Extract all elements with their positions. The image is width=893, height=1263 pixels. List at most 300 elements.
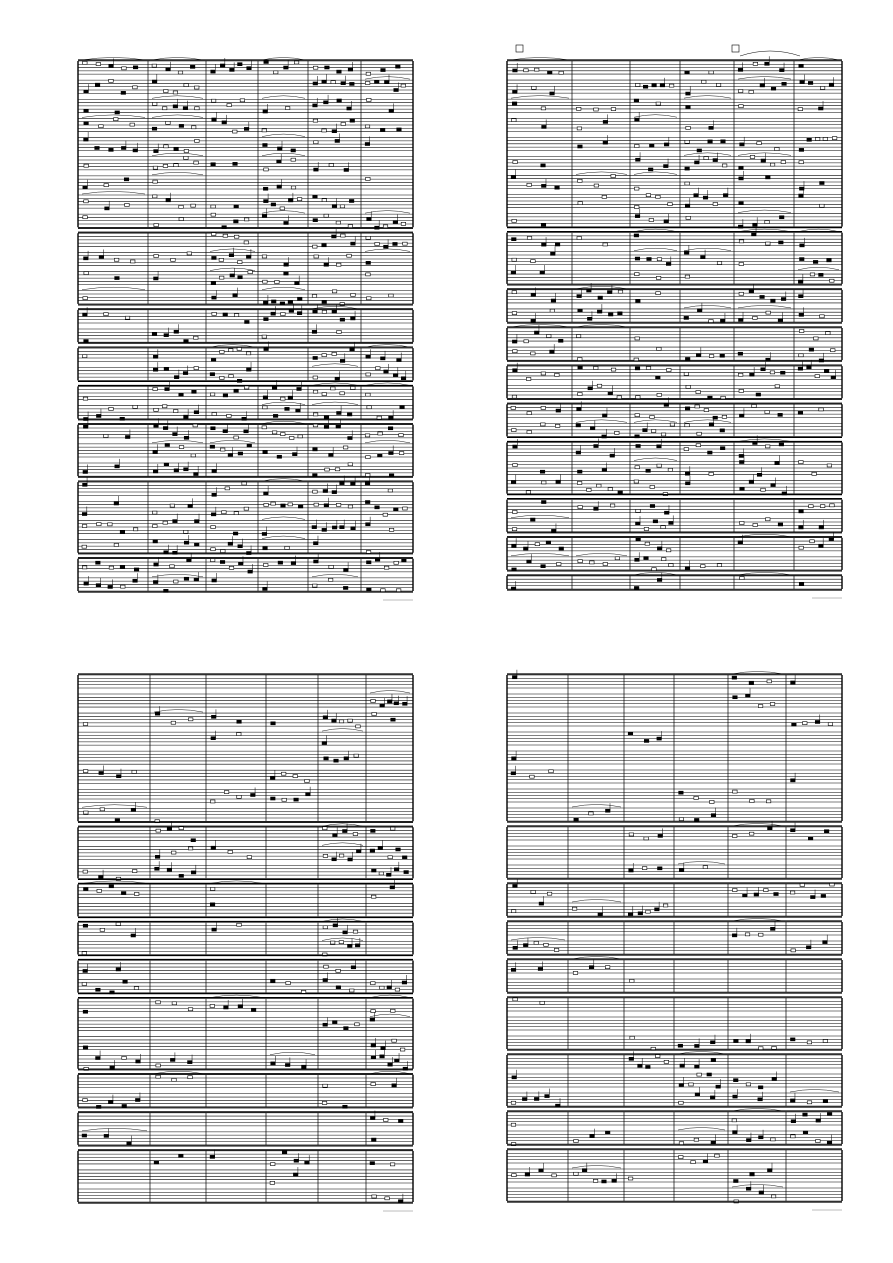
note-head — [170, 565, 175, 568]
note-head — [511, 271, 516, 274]
note-head — [629, 869, 634, 872]
note-head — [684, 448, 689, 451]
note-head — [100, 808, 105, 811]
note-head — [84, 340, 89, 343]
note-head — [663, 904, 668, 907]
staff — [78, 821, 413, 841]
note-head — [130, 260, 135, 263]
staff — [507, 417, 842, 438]
note-head — [190, 65, 195, 68]
note-head — [685, 182, 690, 185]
note-head — [819, 408, 824, 411]
staff — [78, 1092, 413, 1108]
note-head — [109, 566, 114, 569]
note-head — [174, 580, 179, 583]
note-head — [244, 127, 249, 130]
note-head — [704, 409, 709, 412]
note-head — [685, 140, 690, 143]
note-head — [281, 397, 286, 400]
note-head — [298, 435, 303, 438]
note-head — [830, 504, 835, 507]
note-head — [355, 944, 360, 947]
note-head — [711, 814, 716, 817]
note-head — [555, 424, 560, 427]
note-head — [556, 480, 561, 483]
note-head — [635, 118, 640, 121]
note-head — [154, 224, 159, 227]
note-head — [760, 295, 765, 298]
note-head — [83, 425, 88, 428]
note-head — [305, 1161, 310, 1164]
note-head — [512, 291, 517, 294]
note-head — [512, 1174, 516, 1177]
note-head — [513, 369, 518, 372]
note-head — [152, 195, 157, 198]
note-head — [813, 260, 818, 263]
note-head — [116, 968, 121, 971]
note-head — [634, 187, 639, 190]
note-head — [657, 464, 662, 467]
note-head — [125, 316, 130, 319]
note-head — [593, 1179, 598, 1182]
note-head — [828, 723, 833, 726]
note-head — [344, 168, 349, 171]
note-head — [343, 830, 348, 833]
note-head — [314, 503, 319, 506]
note-head — [194, 578, 199, 581]
note-head — [193, 424, 198, 427]
note-head — [709, 126, 714, 129]
note-head — [578, 358, 583, 361]
note-head — [668, 468, 673, 471]
note-head — [332, 526, 337, 529]
note-head — [396, 589, 401, 592]
note-head — [297, 198, 302, 201]
staff — [507, 170, 842, 191]
note-head — [228, 850, 233, 853]
note-head — [366, 456, 371, 459]
note-head — [210, 393, 215, 396]
note-head — [108, 523, 113, 526]
system-group — [78, 921, 413, 955]
note-head — [313, 310, 318, 313]
note-head — [512, 544, 516, 547]
note-head — [679, 791, 684, 794]
note-head — [222, 511, 227, 514]
note-head — [229, 375, 234, 378]
staff — [507, 751, 842, 764]
note-head — [635, 558, 640, 561]
note-head — [608, 392, 613, 395]
note-head — [178, 71, 183, 74]
note-head — [542, 243, 547, 246]
note-head — [578, 393, 583, 396]
staff — [78, 880, 413, 898]
note-head — [551, 299, 556, 302]
note-head — [220, 64, 225, 67]
note-head — [605, 1131, 610, 1134]
note-head — [298, 505, 303, 508]
note-head — [109, 79, 114, 82]
note-head — [163, 427, 168, 430]
note-head — [391, 1009, 396, 1012]
note-head — [559, 71, 564, 74]
staff — [78, 95, 413, 114]
note-head — [656, 276, 661, 279]
note-head — [322, 300, 327, 303]
note-head — [133, 66, 138, 69]
note-head — [657, 445, 662, 448]
note-head — [684, 251, 689, 254]
note-head — [749, 832, 754, 835]
note-head — [709, 320, 714, 323]
note-head — [173, 91, 178, 94]
note-head — [210, 800, 215, 803]
note-head — [332, 205, 337, 208]
note-head — [313, 376, 318, 379]
note-head — [642, 867, 647, 870]
note-head — [114, 118, 119, 121]
note-head — [666, 262, 671, 265]
note-head — [664, 220, 669, 223]
note-head — [83, 969, 88, 972]
note-head — [313, 448, 318, 451]
note-head — [301, 990, 306, 993]
note-head — [238, 276, 243, 279]
staff — [78, 514, 413, 536]
note-head — [513, 885, 518, 888]
note-head — [657, 737, 662, 740]
note-head — [606, 809, 611, 812]
note-head — [697, 309, 702, 312]
note-head — [288, 199, 293, 202]
note-head — [238, 1005, 243, 1008]
note-head — [220, 448, 225, 451]
note-head — [646, 367, 651, 370]
note-head — [387, 986, 392, 989]
note-head — [221, 550, 226, 553]
note-head — [389, 109, 394, 112]
note-head — [131, 934, 136, 937]
note-head — [351, 293, 356, 296]
note-head — [370, 849, 375, 852]
note-head — [636, 522, 641, 525]
note-head — [332, 290, 337, 293]
note-head — [262, 426, 267, 429]
note-head — [323, 489, 328, 492]
staff — [78, 691, 413, 708]
note-head — [291, 149, 296, 152]
note-head — [351, 242, 356, 245]
note-head — [708, 451, 713, 454]
note-head — [313, 195, 318, 198]
note-head — [351, 386, 356, 389]
note-head — [333, 924, 338, 927]
note-head — [82, 513, 87, 516]
note-head — [234, 436, 239, 439]
note-head — [329, 163, 334, 166]
note-head — [541, 184, 546, 187]
note-head — [527, 560, 532, 563]
note-head — [322, 244, 327, 247]
note-head — [711, 1059, 716, 1062]
note-head — [238, 562, 243, 565]
note-head — [191, 839, 196, 842]
note-head — [210, 1155, 215, 1158]
system-group — [507, 365, 842, 399]
note-head — [211, 163, 216, 166]
note-head — [694, 194, 699, 197]
note-head — [534, 68, 539, 71]
note-head — [295, 282, 300, 285]
note-head — [781, 371, 786, 374]
note-head — [171, 721, 176, 724]
note-head — [264, 348, 269, 351]
note-head — [511, 176, 516, 179]
note-head — [746, 1139, 751, 1142]
note-head — [336, 221, 341, 224]
note-head — [211, 427, 216, 430]
note-head — [237, 923, 242, 926]
note-head — [211, 548, 216, 551]
note-head — [220, 560, 225, 563]
note-head — [657, 393, 662, 396]
note-head — [194, 473, 199, 476]
note-head — [603, 243, 608, 246]
note-head — [210, 559, 215, 562]
note-head — [815, 375, 820, 378]
system-group — [78, 309, 413, 343]
note-head — [661, 558, 666, 561]
note-head — [264, 503, 269, 506]
note-head — [224, 791, 229, 794]
note-head — [367, 406, 372, 409]
note-head — [350, 348, 355, 351]
note-head — [386, 873, 391, 876]
note-head — [661, 433, 666, 436]
note-head — [164, 145, 169, 148]
note-head — [824, 369, 829, 372]
note-head — [819, 544, 824, 547]
note-head — [263, 547, 268, 550]
note-head — [651, 429, 656, 432]
note-head — [372, 1195, 377, 1198]
note-head — [312, 330, 317, 333]
note-head — [365, 482, 370, 485]
note-head — [710, 800, 715, 803]
note-head — [733, 1079, 738, 1082]
staff — [507, 935, 842, 954]
note-head — [194, 543, 199, 546]
note-head — [195, 107, 200, 110]
note-head — [228, 542, 233, 545]
note-head — [84, 582, 89, 585]
note-head — [618, 312, 623, 315]
note-head — [211, 715, 216, 718]
note-head — [643, 429, 648, 432]
staff — [78, 1128, 413, 1145]
note-head — [329, 565, 334, 568]
note-head — [211, 513, 216, 516]
note-head — [164, 334, 169, 337]
staff — [507, 283, 842, 303]
note-head — [577, 295, 582, 298]
note-head — [153, 470, 158, 473]
note-head — [104, 313, 109, 316]
note-head — [511, 1101, 516, 1104]
note-head — [365, 434, 370, 437]
note-head — [545, 1095, 550, 1098]
note-head — [179, 874, 184, 877]
note-head — [210, 373, 215, 376]
note-head — [238, 545, 243, 548]
note-head — [174, 376, 179, 379]
note-head — [402, 981, 407, 984]
note-head — [192, 390, 197, 393]
note-head — [577, 470, 582, 473]
note-head — [191, 204, 196, 207]
system-group — [507, 499, 842, 533]
note-head — [587, 289, 592, 292]
note-head — [765, 221, 770, 224]
note-head — [656, 292, 661, 295]
staff — [78, 380, 413, 400]
note-head — [526, 377, 531, 380]
note-head — [343, 931, 348, 934]
note-head — [539, 902, 544, 905]
staff — [507, 455, 842, 477]
note-head — [210, 445, 215, 448]
note-head — [524, 340, 529, 343]
note-head — [749, 480, 754, 483]
note-head — [752, 233, 757, 236]
note-head — [743, 894, 748, 897]
note-head — [127, 1142, 132, 1145]
note-head — [83, 870, 88, 873]
note-head — [826, 332, 831, 335]
note-head — [513, 998, 518, 1001]
note-head — [322, 199, 327, 202]
note-head — [155, 867, 160, 870]
note-head — [512, 340, 517, 343]
note-head — [220, 350, 225, 353]
note-head — [798, 411, 803, 414]
note-head — [340, 205, 345, 208]
note-head — [372, 712, 377, 715]
note-head — [367, 588, 372, 591]
note-head — [153, 355, 158, 358]
note-head — [332, 858, 337, 861]
note-head — [812, 472, 817, 475]
note-head — [655, 908, 660, 911]
note-head — [271, 502, 276, 505]
note-head — [313, 104, 318, 107]
note-head — [219, 258, 224, 261]
note-head — [634, 99, 639, 102]
note-head — [171, 258, 176, 261]
note-head — [710, 1041, 715, 1044]
staff — [78, 765, 413, 783]
note-head — [597, 384, 602, 387]
note-head — [136, 1060, 141, 1063]
note-head — [97, 523, 102, 526]
note-head — [211, 99, 216, 102]
note-head — [348, 505, 353, 508]
note-head — [183, 372, 188, 375]
staff — [507, 245, 842, 265]
note-head — [810, 273, 815, 276]
note-head — [760, 84, 765, 87]
note-head — [404, 871, 409, 874]
note-head — [704, 157, 709, 160]
note-head — [636, 445, 641, 448]
note-head — [154, 150, 159, 153]
note-head — [172, 1002, 177, 1005]
note-head — [512, 119, 517, 122]
staff — [507, 670, 842, 688]
note-head — [184, 436, 189, 439]
note-head — [271, 203, 276, 206]
note-head — [134, 987, 139, 990]
note-head — [666, 549, 671, 552]
note-head — [312, 294, 317, 297]
note-head — [551, 529, 556, 532]
note-head — [348, 68, 353, 71]
note-head — [556, 563, 561, 566]
system-group — [507, 1111, 842, 1145]
staff — [78, 1149, 413, 1166]
note-head — [280, 207, 285, 210]
note-head — [685, 407, 690, 410]
note-head — [618, 491, 623, 494]
note-head — [396, 65, 401, 68]
note-head — [527, 412, 532, 415]
note-head — [664, 165, 669, 168]
note-head — [282, 1151, 287, 1154]
note-head — [313, 542, 318, 545]
note-head — [398, 1119, 403, 1122]
note-head — [194, 367, 199, 370]
note-head — [615, 431, 620, 434]
note-head — [114, 543, 119, 546]
note-head — [551, 252, 556, 255]
note-head — [293, 1173, 298, 1176]
system-group — [507, 883, 842, 917]
note-head — [262, 129, 267, 132]
note-head — [643, 85, 648, 88]
note-head — [400, 406, 405, 409]
note-head — [174, 147, 179, 150]
note-head — [541, 406, 546, 409]
note-head — [339, 720, 344, 723]
note-head — [733, 790, 738, 793]
note-head — [791, 949, 796, 952]
note-head — [550, 350, 555, 353]
note-head — [684, 316, 689, 319]
note-head — [531, 260, 536, 263]
note-head — [685, 71, 690, 74]
note-head — [234, 220, 239, 223]
note-head — [685, 275, 690, 278]
note-head — [827, 1141, 832, 1144]
note-head — [701, 565, 706, 568]
note-head — [697, 432, 702, 435]
note-head — [341, 234, 346, 237]
note-head — [689, 1083, 694, 1086]
system-group — [507, 289, 842, 323]
note-head — [82, 566, 87, 569]
note-head — [237, 795, 242, 798]
